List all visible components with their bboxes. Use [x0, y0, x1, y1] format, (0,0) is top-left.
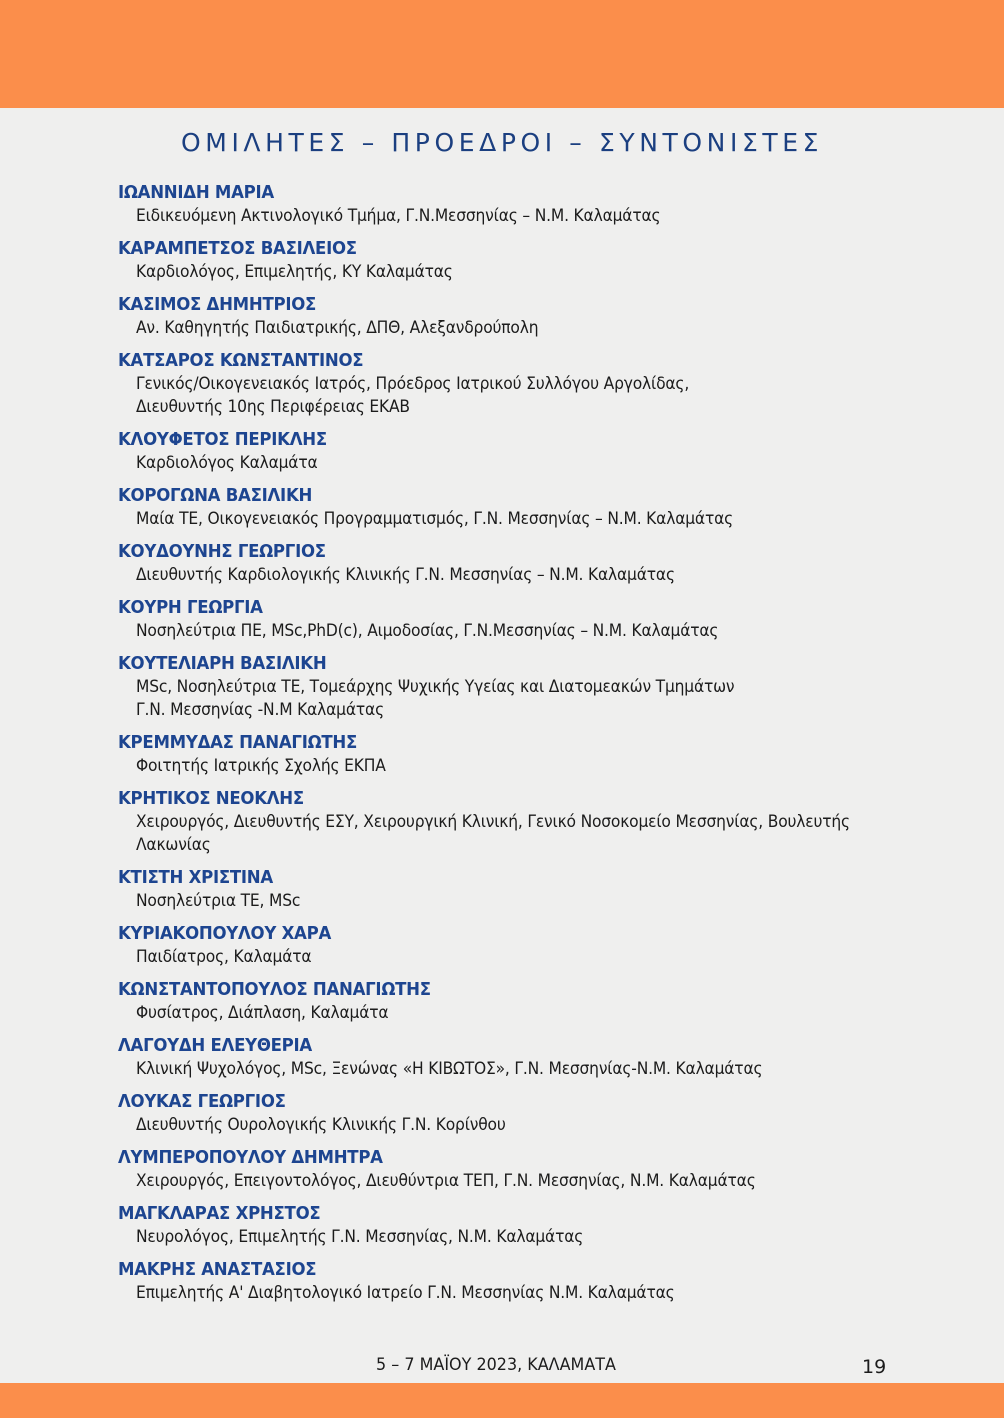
speaker-description	[118, 1001, 908, 1024]
speaker-description	[118, 1225, 908, 1248]
speaker-description-line: Γ.Ν. Μεσσηνίας -Ν.Μ Καλαμάτας	[136, 700, 385, 719]
speaker-description-line: MSc, Νοσηλεύτρια ΤΕ, Τομεάρχης Ψυχικής Υγείας και Διατομεακών Τμημάτων	[136, 677, 735, 696]
speaker-name: ΚΡΗΤΙΚΟΣ ΝΕΟΚΛΗΣ	[118, 788, 304, 809]
speaker-name: ΙΩΑΝΝΙΔΗ ΜΑΡΙΑ	[118, 182, 274, 203]
footer-event: 5 – 7 ΜΑΪΟΥ 2023, ΚΑΛΑΜΑΤΑ	[376, 1355, 616, 1375]
speaker-entry	[118, 293, 908, 339]
speaker-name: ΚΟΥΔΟΥΝΗΣ ΓΕΩΡΓΙΟΣ	[118, 541, 326, 562]
speaker-description	[118, 204, 908, 227]
header-band	[0, 0, 1004, 108]
speaker-entry	[118, 652, 908, 721]
speaker-description	[118, 810, 908, 856]
speaker-description-line: Καρδιολόγος, Επιμελητής, ΚΥ Καλαμάτας	[136, 262, 453, 281]
speaker-name: ΚΥΡΙΑΚΟΠΟΥΛΟΥ ΧΑΡΑ	[118, 923, 332, 944]
speaker-description	[118, 451, 908, 474]
speaker-description	[118, 507, 908, 530]
speaker-entry	[118, 428, 908, 474]
speaker-entry	[118, 1146, 908, 1192]
speaker-description	[118, 754, 908, 777]
speaker-description-line: Χειρουργός, Διευθυντής ΕΣΥ, Χειρουργική Κλινική, Γενικό Νοσοκομείο Μεσσηνίας, Βουλευτής	[136, 812, 850, 831]
speaker-name: ΚΤΙΣΤΗ ΧΡΙΣΤΙΝΑ	[118, 867, 273, 888]
speaker-entry	[118, 1090, 908, 1136]
speaker-entry	[118, 922, 908, 968]
speaker-description-line: Διευθυντής 10ης Περιφέρειας ΕΚΑΒ	[136, 397, 410, 416]
speaker-description	[118, 372, 908, 418]
page-number: 19	[862, 1356, 887, 1378]
speaker-entry	[118, 866, 908, 912]
speaker-entry	[118, 237, 908, 283]
speaker-description-line: Καρδιολόγος Καλαμάτα	[136, 453, 318, 472]
speaker-list	[118, 181, 908, 1314]
speaker-description-line: Νοσηλεύτρια ΠΕ, MSc,PhD(c), Αιμοδοσίας, Γ.Ν.Μεσσηνίας – Ν.Μ. Καλαμάτας	[136, 621, 719, 640]
speaker-entry	[118, 484, 908, 530]
speaker-description	[118, 1057, 908, 1080]
speaker-name: ΚΟΥΡΗ ΓΕΩΡΓΙΑ	[118, 597, 263, 618]
speaker-description	[118, 316, 908, 339]
speaker-description	[118, 1169, 908, 1192]
speaker-description	[118, 1113, 908, 1136]
speaker-name: ΜΑΓΚΛΑΡΑΣ ΧΡΗΣΤΟΣ	[118, 1203, 321, 1224]
speaker-description-line: Νοσηλεύτρια ΤΕ, MSc	[136, 891, 301, 910]
speaker-description-line: Ειδικευόμενη Ακτινολογικό Τμήμα, Γ.Ν.Μεσσηνίας – Ν.Μ. Καλαμάτας	[136, 206, 661, 225]
speaker-name: ΛΥΜΠΕΡΟΠΟΥΛΟΥ ΔΗΜΗΤΡΑ	[118, 1147, 383, 1168]
speaker-description	[118, 945, 908, 968]
speaker-name: ΚΑΣΙΜΟΣ ΔΗΜΗΤΡΙΟΣ	[118, 294, 317, 315]
speaker-name: ΛΟΥΚΑΣ ΓΕΩΡΓΙΟΣ	[118, 1091, 286, 1112]
speaker-name: ΚΑΤΣΑΡΟΣ ΚΩΝΣΤΑΝΤΙΝΟΣ	[118, 350, 364, 371]
speaker-description-line: Φοιτητής Ιατρικής Σχολής ΕΚΠΑ	[136, 756, 386, 775]
speaker-name: ΛΑΓΟΥΔΗ ΕΛΕΥΘΕΡΙΑ	[118, 1035, 312, 1056]
speaker-entry	[118, 1034, 908, 1080]
speaker-entry	[118, 349, 908, 418]
speaker-entry	[118, 978, 908, 1024]
speaker-entry	[118, 181, 908, 227]
speaker-description	[118, 563, 908, 586]
speaker-description-line: Νευρολόγος, Επιμελητής Γ.Ν. Μεσσηνίας, Ν.Μ. Καλαμάτας	[136, 1227, 584, 1246]
speaker-description	[118, 260, 908, 283]
speaker-description-line: Γενικός/Οικογενειακός Ιατρός, Πρόεδρος Ιατρικού Συλλόγου Αργολίδας,	[136, 374, 690, 393]
speaker-description	[118, 619, 908, 642]
speaker-description-line: Παιδίατρος, Καλαμάτα	[136, 947, 312, 966]
footer-band	[0, 1383, 1004, 1418]
speaker-name: ΚΑΡΑΜΠΕΤΣΟΣ ΒΑΣΙΛΕΙΟΣ	[118, 238, 357, 259]
speaker-name: ΜΑΚΡΗΣ ΑΝΑΣΤΑΣΙΟΣ	[118, 1259, 317, 1280]
speaker-name: ΚΡΕΜΜΥΔΑΣ ΠΑΝΑΓΙΩΤΗΣ	[118, 732, 358, 753]
speaker-description	[118, 675, 908, 721]
speaker-description-line: Επιμελητής Α' Διαβητολογικό Ιατρείο Γ.Ν. Μεσσηνίας Ν.Μ. Καλαμάτας	[136, 1283, 675, 1302]
speaker-name: ΚΛΟΥΦΕΤΟΣ ΠΕΡΙΚΛΗΣ	[118, 429, 327, 450]
speaker-description-line: Αν. Καθηγητής Παιδιατρικής, ΔΠΘ, Αλεξανδρούπολη	[136, 318, 539, 337]
page-title: ΟΜΙΛΗΤΕΣ – ΠΡΟΕΔΡΟΙ – ΣΥΝΤΟΝΙΣΤΕΣ	[181, 128, 823, 157]
speaker-entry	[118, 731, 908, 777]
speaker-description-line: Φυσίατρος, Διάπλαση, Καλαμάτα	[136, 1003, 389, 1022]
speaker-entry	[118, 540, 908, 586]
speaker-description	[118, 1281, 908, 1304]
speaker-description-line: Διευθυντής Ουρολογικής Κλινικής Γ.Ν. Κορίνθου	[136, 1115, 506, 1134]
speaker-entry	[118, 596, 908, 642]
speaker-entry	[118, 1202, 908, 1248]
speaker-description-line: Μαία ΤΕ, Οικογενειακός Προγραμματισμός, Γ.Ν. Μεσσηνίας – Ν.Μ. Καλαμάτας	[136, 509, 734, 528]
speaker-description-line: Διευθυντής Καρδιολογικής Κλινικής Γ.Ν. Μεσσηνίας – Ν.Μ. Καλαμάτας	[136, 565, 675, 584]
speaker-entry	[118, 787, 908, 856]
speaker-name: ΚΩΝΣΤΑΝΤΟΠΟΥΛΟΣ ΠΑΝΑΓΙΩΤΗΣ	[118, 979, 431, 1000]
speaker-description-line: Κλινική Ψυχολόγος, MSc, Ξενώνας «Η ΚΙΒΩΤΟΣ», Γ.Ν. Μεσσηνίας-Ν.Μ. Καλαμάτας	[136, 1059, 763, 1078]
speaker-name: ΚΟΡΟΓΩΝΑ ΒΑΣΙΛΙΚΗ	[118, 485, 313, 506]
speaker-description	[118, 889, 908, 912]
speaker-name: ΚΟΥΤΕΛΙΑΡΗ ΒΑΣΙΛΙΚΗ	[118, 653, 327, 674]
speaker-description-line: Χειρουργός, Επειγοντολόγος, Διευθύντρια ΤΕΠ, Γ.Ν. Μεσσηνίας, Ν.Μ. Καλαμάτας	[136, 1171, 756, 1190]
speaker-entry	[118, 1258, 908, 1304]
speaker-description-line: Λακωνίας	[136, 835, 211, 854]
